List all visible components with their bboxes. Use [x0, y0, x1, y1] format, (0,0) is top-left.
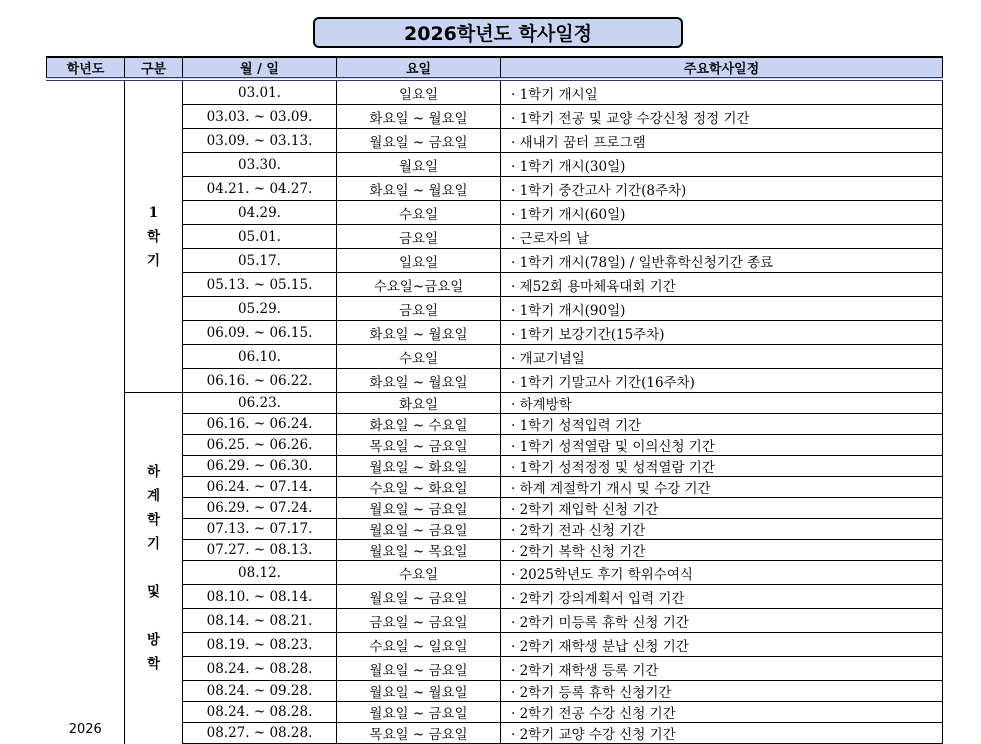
event-cell: · 2학기 복학 신청 기간: [501, 540, 943, 561]
weekday-cell: 화요일 ~ 월요일: [337, 369, 501, 393]
event-cell: · 2학기 재학생 분납 신청 기간: [501, 633, 943, 657]
date-cell: 08.24. ~ 08.28.: [183, 702, 337, 723]
date-cell: 06.29. ~ 07.24.: [183, 498, 337, 519]
label-char: 학: [146, 228, 161, 245]
date-cell: 05.13. ~ 05.15.: [183, 273, 337, 297]
event-cell: · 1학기 개시(78일) / 일반휴학신청기간 종료: [501, 249, 943, 273]
date-cell: 06.16. ~ 06.22.: [183, 369, 337, 393]
event-cell: · 1학기 개시(90일): [501, 297, 943, 321]
event-cell: · 새내기 꿈터 프로그램: [501, 129, 943, 153]
date-cell: 06.10.: [183, 345, 337, 369]
date-cell: 08.24. ~ 08.28.: [183, 657, 337, 681]
event-cell: · 1학기 개시일: [501, 79, 943, 105]
header-year: 학년도: [47, 57, 125, 79]
event-cell: · 근로자의 날: [501, 225, 943, 249]
weekday-cell: 목요일 ~ 금요일: [337, 723, 501, 744]
table-row: [47, 393, 943, 414]
event-cell: · 제52회 용마체육대회 기간: [501, 273, 943, 297]
event-cell: · 2학기 재학생 등록 기간: [501, 657, 943, 681]
date-cell: 03.01.: [183, 79, 337, 105]
weekday-cell: 금요일: [337, 297, 501, 321]
date-cell: 08.14. ~ 08.21.: [183, 609, 337, 633]
event-cell: · 1학기 개시(30일): [501, 153, 943, 177]
event-cell: · 2025학년도 후기 학위수여식: [501, 561, 943, 585]
date-cell: 06.09. ~ 06.15.: [183, 321, 337, 345]
label-char: 방: [146, 632, 161, 649]
label-char: 및: [146, 584, 161, 601]
date-cell: 07.13. ~ 07.17.: [183, 519, 337, 540]
weekday-cell: 목요일 ~ 금요일: [337, 435, 501, 456]
date-cell: 03.03. ~ 03.09.: [183, 105, 337, 129]
event-cell: · 2학기 미등록 휴학 신청 기간: [501, 609, 943, 633]
weekday-cell: 수요일 ~ 일요일: [337, 633, 501, 657]
weekday-cell: 금요일 ~ 금요일: [337, 609, 501, 633]
date-cell: 08.12.: [183, 561, 337, 585]
date-cell: 04.21. ~ 04.27.: [183, 177, 337, 201]
header-category: 구분: [125, 57, 183, 79]
event-cell: · 1학기 성적정정 및 성적열람 기간: [501, 456, 943, 477]
event-cell: · 하계방학: [501, 393, 943, 414]
event-cell: · 2학기 교양 수강 신청 기간: [501, 723, 943, 744]
table-row: [47, 79, 943, 105]
label-char: 학: [146, 656, 161, 673]
weekday-cell: 수요일: [337, 561, 501, 585]
weekday-cell: 월요일 ~ 금요일: [337, 585, 501, 609]
event-cell: · 2학기 등록 휴학 신청기간: [501, 681, 943, 702]
date-cell: 06.24. ~ 07.14.: [183, 477, 337, 498]
weekday-cell: 월요일 ~ 금요일: [337, 519, 501, 540]
event-cell: · 1학기 중간고사 기간(8주차): [501, 177, 943, 201]
weekday-cell: 화요일 ~ 월요일: [337, 177, 501, 201]
date-cell: 06.16. ~ 06.24.: [183, 414, 337, 435]
label-char: 하: [146, 464, 161, 481]
date-cell: 06.25. ~ 06.26.: [183, 435, 337, 456]
event-cell: · 1학기 보강기간(15주차): [501, 321, 943, 345]
label-char: 계: [146, 488, 161, 505]
event-cell: · 2학기 전공 수강 신청 기간: [501, 702, 943, 723]
event-cell: · 2학기 재입학 신청 기간: [501, 498, 943, 519]
semester1-label: [125, 79, 183, 393]
weekday-cell: 월요일 ~ 목요일: [337, 540, 501, 561]
weekday-cell: 수요일: [337, 201, 501, 225]
date-cell: 06.23.: [183, 393, 337, 414]
event-cell: · 1학기 개시(60일): [501, 201, 943, 225]
date-cell: 05.01.: [183, 225, 337, 249]
event-cell: · 2학기 전과 신청 기간: [501, 519, 943, 540]
event-cell: · 1학기 기말고사 기간(16주차): [501, 369, 943, 393]
weekday-cell: 화요일 ~ 월요일: [337, 321, 501, 345]
page-title: 2026학년도 학사일정: [313, 17, 683, 48]
weekday-cell: 금요일: [337, 225, 501, 249]
weekday-cell: 수요일: [337, 345, 501, 369]
weekday-cell: 수요일 ~ 화요일: [337, 477, 501, 498]
event-cell: · 1학기 성적입력 기간: [501, 414, 943, 435]
event-cell: · 개교기념일: [501, 345, 943, 369]
date-cell: 08.19. ~ 08.23.: [183, 633, 337, 657]
label-char: [125, 604, 182, 628]
table-body: [47, 79, 943, 744]
weekday-cell: 일요일: [337, 249, 501, 273]
header-event: 주요학사일정: [501, 57, 943, 79]
weekday-cell: 월요일: [337, 153, 501, 177]
event-cell: · 하계 계절학기 개시 및 수강 기간: [501, 477, 943, 498]
date-cell: 05.29.: [183, 297, 337, 321]
weekday-cell: 일요일: [337, 79, 501, 105]
weekday-cell: 월요일 ~ 월요일: [337, 681, 501, 702]
weekday-cell: 월요일 ~ 화요일: [337, 456, 501, 477]
weekday-cell: 화요일 ~ 수요일: [337, 414, 501, 435]
academic-calendar-table: [46, 56, 943, 744]
weekday-cell: 월요일 ~ 금요일: [337, 657, 501, 681]
weekday-cell: 월요일 ~ 금요일: [337, 129, 501, 153]
date-cell: 08.24. ~ 09.28.: [183, 681, 337, 702]
weekday-cell: 화요일: [337, 393, 501, 414]
event-cell: · 1학기 성적열람 및 이의신청 기간: [501, 435, 943, 456]
year-cell: 2026: [47, 79, 125, 744]
date-cell: 07.27. ~ 08.13.: [183, 540, 337, 561]
label-char: 기: [146, 252, 161, 269]
weekday-cell: 월요일 ~ 금요일: [337, 498, 501, 519]
date-cell: 08.10. ~ 08.14.: [183, 585, 337, 609]
date-cell: 03.30.: [183, 153, 337, 177]
date-cell: 06.29. ~ 06.30.: [183, 456, 337, 477]
event-cell: · 1학기 전공 및 교양 수강신청 정정 기간: [501, 105, 943, 129]
weekday-cell: 월요일 ~ 금요일: [337, 702, 501, 723]
date-cell: 04.29.: [183, 201, 337, 225]
date-cell: 08.27. ~ 08.28.: [183, 723, 337, 744]
header-weekday: 요일: [337, 57, 501, 79]
date-cell: 05.17.: [183, 249, 337, 273]
date-cell: 03.09. ~ 03.13.: [183, 129, 337, 153]
weekday-cell: 수요일~금요일: [337, 273, 501, 297]
weekday-cell: 화요일 ~ 월요일: [337, 105, 501, 129]
summer-label: [125, 393, 183, 744]
label-char: 1: [148, 204, 159, 221]
table-header-row: [47, 57, 943, 79]
label-char: 학: [146, 512, 161, 529]
event-cell: · 2학기 강의계획서 입력 기간: [501, 585, 943, 609]
label-char: 기: [146, 536, 161, 553]
label-char: [125, 556, 182, 580]
header-date: 월 / 일: [183, 57, 337, 79]
